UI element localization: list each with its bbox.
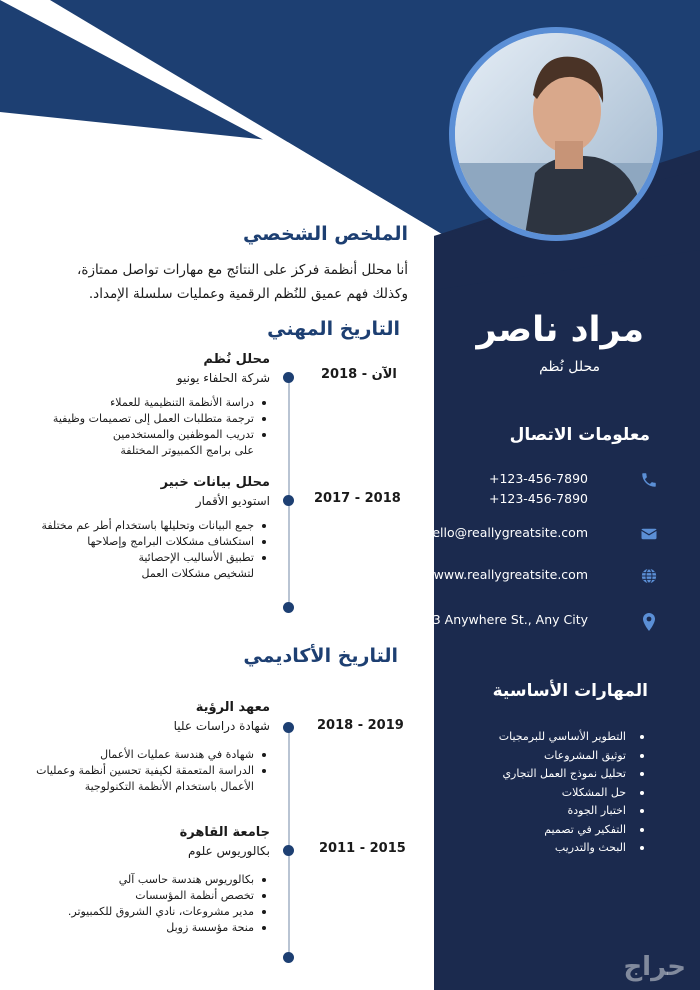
entry-title: محلل بيانات خبير [160, 475, 270, 490]
skills-heading: المهارات الأساسية [492, 681, 648, 701]
bullet-item: شهادة في هندسة عمليات الأعمال [10, 747, 270, 763]
timeline-dot [283, 952, 294, 963]
skill-item: اختبار الجودة [454, 802, 644, 821]
career-heading: التاريخ المهني [267, 318, 400, 340]
contact-address [416, 612, 660, 632]
skill-item: التفكير في تصميم [454, 821, 644, 840]
phone-icon [640, 471, 660, 491]
phone-2: +123-456-7890 [488, 491, 588, 506]
bullet-item: تطبيق الأساليب الإحصائية لتشخيص مشكلات العمل [104, 550, 270, 582]
academic-heading: التاريخ الأكاديمي [243, 645, 398, 667]
timeline-dot [283, 602, 294, 613]
contact-phone [460, 471, 660, 491]
profile-photo [449, 27, 663, 241]
summary-text [8, 258, 408, 306]
bullet-item: مدير مشروعات، نادي الشروق للكمبيوتر. [10, 904, 270, 920]
profile-name: مراد ناصر [476, 310, 644, 350]
skill-item: البحث والتدريب [454, 839, 644, 858]
academic-timeline-line [288, 730, 290, 958]
skill-item: حل المشكلات [454, 784, 644, 803]
skill-item: توثيق المشروعات [454, 747, 644, 766]
career-timeline-line [288, 378, 290, 608]
academic-period-2: 2015 - 2011 [319, 841, 406, 856]
bullet-item: استكشاف مشكلات البرامج وإصلاحها [10, 534, 270, 550]
entry-bullets [10, 395, 270, 459]
summary-heading: الملخص الشخصي [243, 223, 408, 245]
entry-bullets [10, 518, 270, 582]
email-icon [640, 525, 660, 545]
contact-email [424, 525, 660, 545]
career-entry-2 [10, 474, 270, 582]
entry-bullets [10, 747, 270, 795]
address: 123 Anywhere St., Any City [416, 612, 588, 627]
bullet-item: تخصص أنظمة المؤسسات [10, 888, 270, 904]
timeline-dot [283, 722, 294, 733]
entry-org: شهادة دراسات عليا [173, 719, 270, 733]
summary-line-2: وكذلك فهم عميق للنُظم الرقمية وعمليات سلسلة الإمداد. [88, 286, 408, 302]
bullet-item: منحة مؤسسة زوبل [10, 920, 270, 936]
bullet-item: دراسة الأنظمة التنظيمية للعملاء [10, 395, 270, 411]
entry-org: استوديو الأقمار [195, 494, 270, 508]
email[interactable]: hello@reallygreatsite.com [424, 525, 588, 540]
bullet-item: ترجمة متطلبات العمل إلى تصميمات وظيفية [10, 411, 270, 427]
phone-1: +123-456-7890 [488, 471, 588, 486]
academic-period-1: 2019 - 2018 [317, 718, 404, 733]
location-pin-icon [640, 612, 660, 632]
skill-item: تحليل نموذج العمل التجاري [454, 765, 644, 784]
bullet-item: بكالوريوس هندسة حاسب آلي [10, 872, 270, 888]
entry-org: شركة الحلفاء يونيو [176, 371, 270, 385]
bullet-item: تدريب الموظفين والمستخدمين على برامج الكمبيوتر المختلفة [104, 427, 270, 459]
academic-entry-2 [10, 824, 270, 936]
timeline-dot [283, 372, 294, 383]
entry-title: محلل نُظم [203, 352, 270, 367]
profile-title: محلل نُظم [539, 359, 600, 375]
contact-website [433, 567, 660, 587]
academic-entry-1 [10, 699, 270, 795]
bullet-item: الدراسة المتعمقة لكيفية تحسين أنظمة وعمليات الأعمال باستخدام الأنظمة التكنولوجية [34, 763, 270, 795]
career-entry-1 [10, 351, 270, 459]
skills-list [454, 728, 644, 858]
entry-org: بكالوريوس علوم [187, 844, 270, 858]
bullet-item: جمع البيانات وتحليلها باستخدام أطر عم مختلفة [10, 518, 270, 534]
timeline-dot [283, 845, 294, 856]
contact-heading: معلومات الاتصال [509, 425, 650, 445]
summary-line-1: أنا محلل أنظمة فركز على النتائج مع مهارات تواصل ممتازة، [77, 262, 408, 278]
globe-icon [640, 567, 660, 587]
entry-title: جامعة القاهرة [179, 825, 270, 840]
career-period-2: 2018 - 2017 [314, 491, 401, 506]
contact-phone-2 [460, 491, 660, 511]
skill-item: التطوير الأساسي للبرمجيات [454, 728, 644, 747]
career-period-1: الآن - 2018 [321, 367, 397, 382]
entry-title: معهد الرؤية [195, 700, 270, 715]
website[interactable]: www.reallygreatsite.com [433, 567, 588, 582]
watermark: حراج [623, 952, 686, 982]
timeline-dot [283, 495, 294, 506]
entry-bullets [10, 872, 270, 936]
